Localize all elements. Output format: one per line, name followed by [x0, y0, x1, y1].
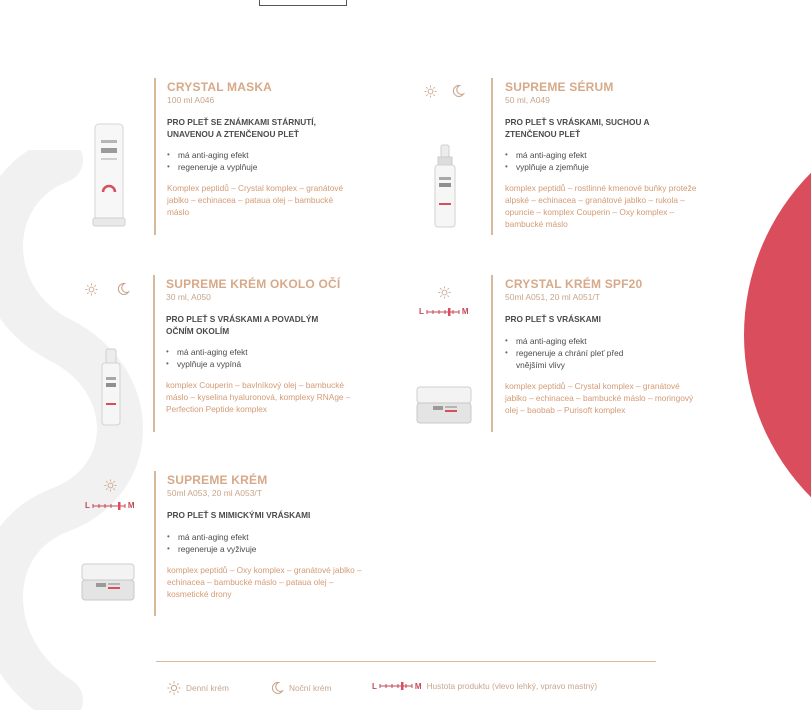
product-crystal-maska [154, 78, 424, 216]
density-scale [419, 307, 469, 316]
product-description: PRO PLEŤ S VRÁSKAMI, SUCHOU A ZTENČENOU PLEŤ [505, 117, 650, 139]
sun-icon [167, 681, 181, 695]
benefit-item: • regeneruje a vyživuje [167, 543, 437, 555]
product-code: 50ml A053, 20 ml A053/T [167, 488, 262, 498]
product-description: PRO PLEŤ S VRÁSKAMI [505, 314, 601, 324]
legend-night [270, 681, 331, 695]
ingredients: Komplex peptidů – Crystal komplex – granátové jablko – echinacea – pataua olej – bambucké máslo [167, 183, 344, 217]
product-title: SUPREME SÉRUM [505, 80, 614, 94]
benefit-item: • má anti-aging efekt [167, 149, 437, 161]
legend-day [167, 681, 229, 695]
density-scale-bar [92, 502, 126, 510]
sun-icon [424, 85, 437, 98]
legend-night-label: Noční krém [289, 683, 332, 693]
benefit-item: • regeneruje a chrání pleť před vnějšími vlivy [505, 347, 655, 371]
product-title: CRYSTAL MASKA [167, 80, 273, 94]
product-title: CRYSTAL KRÉM SPF20 [505, 277, 643, 291]
scale-rich-label: M [461, 307, 469, 316]
moon-icon [270, 681, 284, 695]
density-scale [372, 682, 422, 691]
ingredients: komplex peptidů – Crystal komplex – granátové jablko – echinacea – bambucké máslo – moringový olej – baobab – Purisoft komplex [505, 380, 694, 415]
benefit-item: • regeneruje a vyplňuje [167, 161, 437, 173]
benefit-item: • vyplňuje a zjemňuje [505, 161, 775, 173]
benefit-item: • vyplňuje a vypíná [166, 358, 436, 370]
legend-day-label: Denní krém [186, 683, 229, 693]
sun-icon [104, 479, 117, 492]
product-image-serum-bottle [430, 143, 460, 231]
legend-density [372, 681, 597, 691]
ingredients: komplex Couperin – bavlníkový olej – bambucké máslo – kyselina hyaluronová, komplexy RNAge – Perfection Peptide komplex [166, 380, 351, 414]
benefit-item: • má anti-aging efekt [167, 531, 437, 543]
product-crystal-cream-spf20 [491, 275, 761, 414]
sun-icon [85, 283, 98, 296]
benefit-item: • má anti-aging efekt [505, 335, 655, 347]
scale-light-label: L [372, 681, 377, 691]
decorative-swoosh [0, 150, 170, 710]
product-image-spf-cream-jar [415, 385, 473, 427]
product-description: PRO PLEŤ SE ZNÁMKAMI STÁRNUTÍ, UNAVENOU A ZTENČENOU PLEŤ [167, 117, 316, 139]
product-code: 30 ml, A050 [166, 292, 211, 302]
sun-icon [438, 286, 451, 299]
product-supreme-cream [154, 471, 424, 598]
density-scale-bar [379, 682, 413, 690]
top-frame-box [259, 0, 347, 6]
density-scale-bar [426, 308, 460, 316]
product-image-eye-cream-bottle [96, 347, 126, 429]
legend-divider [156, 661, 656, 662]
scale-rich-label: M [414, 681, 422, 691]
product-description: PRO PLEŤ S MIMICKÝMI VRÁSKAMI [167, 510, 311, 520]
moon-icon [116, 282, 130, 296]
product-image-supreme-cream-jar [80, 562, 136, 604]
product-code: 50ml A051, 20 ml A051/T [505, 292, 600, 302]
moon-icon [451, 84, 465, 98]
benefit-item: • má anti-aging efekt [166, 346, 436, 358]
product-image-maska-tube [89, 120, 129, 230]
ingredients: komplex peptidů – Oxy komplex – granátové jablko – echinacea – bambucké máslo – pataua olej – kosmetické drony [167, 564, 362, 599]
product-supreme-serum [491, 78, 761, 228]
density-scale [85, 501, 135, 510]
scale-light-label: L [419, 307, 424, 316]
scale-light-label: L [85, 501, 90, 510]
product-code: 100 ml A046 [167, 95, 215, 105]
product-title: SUPREME KRÉM OKOLO OČÍ [166, 277, 341, 291]
benefit-item: • má anti-aging efekt [505, 149, 775, 161]
product-description: PRO PLEŤ S VRÁSKAMI A POVADLÝM OČNÍM OKOLÍM [166, 314, 319, 336]
product-code: 50 ml, A049 [505, 95, 550, 105]
product-supreme-eye-cream [153, 275, 423, 413]
product-title: SUPREME KRÉM [167, 473, 268, 487]
scale-rich-label: M [127, 501, 135, 510]
ingredients: komplex peptidů – rostlinné kmenové buňky proteže alpské – echinacea – granátové jablko – rukola – opuncie – komplex Couperin – Oxy komplex – bambucké máslo [505, 183, 697, 229]
legend-density-label: Hustota produktu (vlevo lehký, vpravo mastný) [426, 681, 598, 691]
